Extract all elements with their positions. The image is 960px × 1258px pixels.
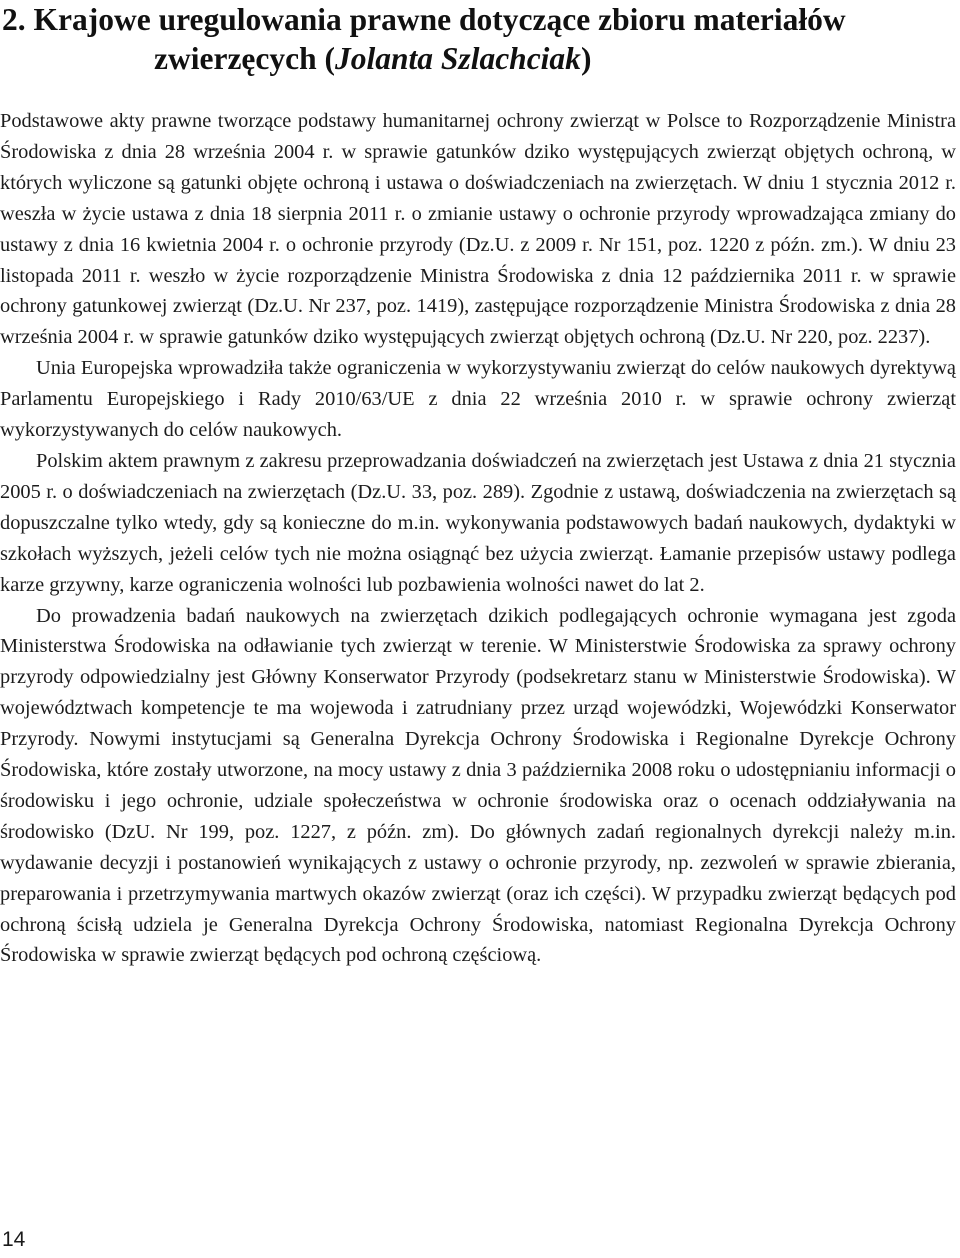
heading-line-2: [2, 39, 952, 78]
section-heading: [2, 0, 952, 78]
paragraph-2: Unia Europejska wprowadziła także ograniczenia w wykorzystywaniu zwierząt do celów naukowych dyrektywą Parlamentu Europejskiego i Rady 2010/63/UE z dnia 22 września 2010 r. w sprawie ochrony zwierząt wykorzystywanych do celów naukowych.: [0, 357, 956, 442]
paragraph-1: Podstawowe akty prawne tworzące podstawy humanitarnej ochrony zwierząt w Polsce to Rozporządzenie Ministra Środowiska z dnia 28 września 2004 r. w sprawie gatunków dziko występujących zwierząt objętych ochroną, w których wyliczone są gatunki objęte ochroną i ustawa o doświadczeniach na zwierzętach. W dniu 1 stycznia 2012 r. weszła w życie ustawa z dnia 18 sierpnia 2011 r. o zmianie ustawy o ochronie przyrody wprowadzająca zmiany do ustawy z dnia 16 kwietnia 2004 r. o ochronie przyrody (Dz.U. z 2009 r. Nr 151, poz. 1220 z późn. zm.). W dniu 23 listopada 2011 r. weszło w życie rozporządzenie Ministra Środowiska z dnia 12 października 2011 r. w sprawie ochrony gatunkowej zwierząt (Dz.U. Nr 237, poz. 1419), zastępujące rozporządzenie Ministra Środowiska z dnia 28 września 2004 r. w sprawie gatunków dziko występujących zwierząt objętych ochroną (Dz.U. Nr 220, poz. 2237).: [0, 110, 956, 349]
body-text: [0, 106, 956, 971]
page-number: 14: [2, 1228, 26, 1251]
heading-author: Jolanta Szlachciak: [335, 41, 581, 76]
paragraph-3: Polskim aktem prawnym z zakresu przeprowadzania doświadczeń na zwierzętach jest Ustawa z dnia 21 stycznia 2005 r. o doświadczeniach na zwierzętach (Dz.U. 33, poz. 289). Zgodnie z ustawą, doświadczenia na zwierzętach są dopuszczalne tylko wtedy, gdy są konieczne do m.in. wykonywania podstawowych badań naukowych, dydaktyki w szkołach wyższych, jeżeli celów tych nie można osiągnąć bez użycia zwierząt. Łamanie przepisów ustawy podlega karze grzywny, karze ograniczenia wolności lub pozbawienia wolności nawet do lat 2.: [0, 449, 956, 596]
heading-line-1: 2. Krajowe uregulowania prawne dotyczące zbioru materiałów: [2, 2, 846, 37]
heading-line-2-prefix: zwierzęcych (: [154, 41, 336, 76]
paragraph-4: Do prowadzenia badań naukowych na zwierzętach dzikich podlegających ochronie wymagana jest zgoda Ministerstwa Środowiska na odławianie tych zwierząt w terenie. W Ministerstwie Środowiska za sprawy ochrony przyrody odpowiedzialny jest Główny Konserwator Przyrody (podsekretarz stanu w Ministerstwie Środowiska). W województwach kompetencje te ma wojewoda i zatrudniany przez urząd wojewódzki, Wojewódzki Konserwator Przyrody. Nowymi instytucjami są Generalna Dyrekcja Ochrony Środowiska i Regionalne Dyrekcje Ochrony Środowiska, które zostały utworzone, na mocy ustawy z dnia 3 października 2008 roku o udostępnianiu informacji o środowisku i jego ochronie, udziale społeczeństwa w ochronie środowiska oraz o ocenach oddziaływania na środowisko (DzU. Nr 199, poz. 1227, z późn. zm). Do głównych zadań regionalnych dyrekcji należy m.in. wydawanie decyzji i postanowień wynikających z ustawy o ochronie przyrody, np. zezwoleń w sprawie zbierania, preparowania i przetrzymywania martwych okazów zwierząt (oraz ich części). W przypadku zwierząt będących pod ochroną ścisłą udziela je Generalna Dyrekcja Ochrony Środowiska, natomiast Regionalna Dyrekcja Ochrony Środowiska w sprawie zwierząt będących pod ochroną częściową.: [0, 604, 956, 967]
heading-line-2-suffix: ): [580, 41, 592, 76]
